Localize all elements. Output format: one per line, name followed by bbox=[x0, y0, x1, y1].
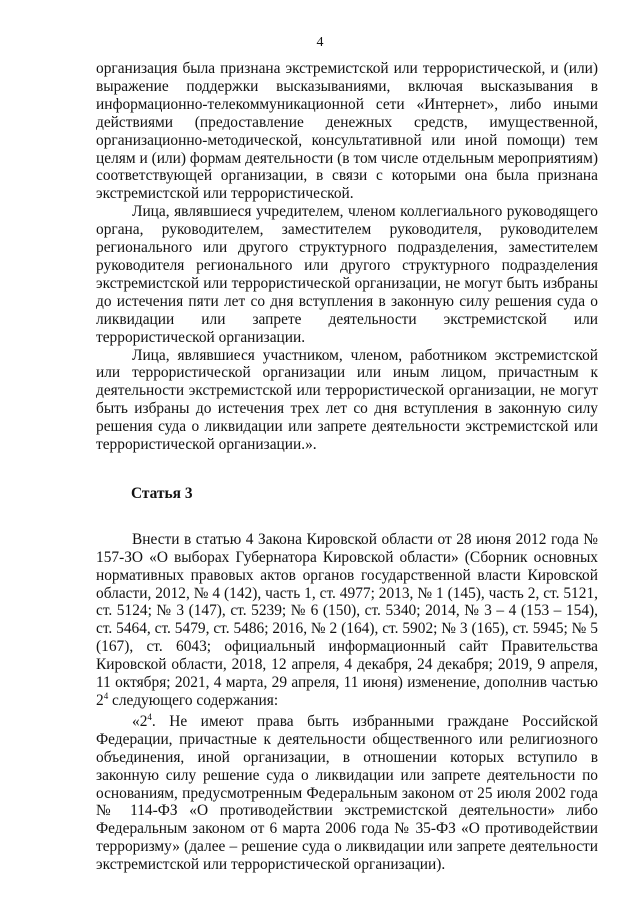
paragraph-participants: Лица, являвшиеся участником, членом, работником экстремистской или террористической организации или иным лицом, причастным к деятельности экстремистской или террористической организации, не могут быть избраны до истечения трех лет со дня вступления в законную силу решения суда о ликвидации или запрете деятельности экстремистской или террористической организации.». bbox=[96, 346, 598, 454]
article-heading: Статья 3 bbox=[131, 484, 193, 502]
paragraph-article-3 bbox=[96, 531, 598, 710]
paragraph-continuation: организация была признана экстремистской или террористической, и (или) выражение поддержки высказываниями, включая высказывания в информационно-телекоммуникационной сети «Интернет», либо иными действиями (предоставление денежных средств, имущественной, организационно-методической, консультативной или иной помощи) тем целям и (или) формам деятельности (в том числе отдельным мероприятиям) соответствующей организации, в связи с которыми она была признана экстремистской или террористической. bbox=[96, 60, 598, 203]
quoted-open: «2 bbox=[132, 712, 148, 730]
article-superscript: 4 bbox=[103, 690, 109, 701]
article-tail: следующего содержания: bbox=[108, 692, 279, 709]
article-text: Внести в статью 4 Закона Кировской области от 28 июня 2012 года № 157-ЗО «О выборах Губернатора Кировской области» (Сборник основных нормативных правовых актов органов государственной власти Кировской области, 2012, № 4 (142), часть 1, ст. 4977; 2013, № 1 (145), часть 2, ст. 5121, ст. 5124; № 3 (147), ст. 5239; № 6 (150), ст. 5340; 2014, № 3 – 4 (153 – 154), ст. 5464, ст. 5479, ст. 5486; 2016, № 2 (164), ст. 5902; № 3 (165), ст. 5945; № 5 (167), ст. 6043; официальный информационный сайт Правительства Кировской области, 2018, 12 апреля, 4 декабря, 24 декабря; 2019, 9 апреля, 11 октября; 2021, 4 марта, 29 апреля, 11 июня) изменение, дополнив частью 2 bbox=[96, 530, 598, 709]
paragraph-founders: Лица, являвшиеся учредителем, членом коллегиального руководящего органа, руководителем, заместителем руководителя, руководителем регионального или другого структурного подразделения, заместителем руководителя регионального или другого структурного подразделения экстремистской или террористической организации, не могут быть избраны до истечения пяти лет со дня вступления в законную силу решения суда о ликвидации или запрете деятельности экстремистской или террористической организации. bbox=[96, 203, 598, 346]
page-number: 4 bbox=[316, 35, 324, 50]
quoted-text: . Не имеют права быть избранными граждане Российской Федерации, причастные к деятельности общественного или религиозного объединения, иной организации, в отношении которых вступило в законную силу решение суда о ликвидации или запрете деятельности по основаниям, предусмотренным Федеральным законом от 25 июля 2002 года № 114-ФЗ «О противодействии экстремистской деятельности» либо Федеральным законом от 6 марта 2006 года № 35-ФЗ «О противодействии терроризму» (далее – решение суда о ликвидации или запрете деятельности экстремистской или террористической организации). bbox=[96, 712, 598, 874]
quoted-superscript: 4 bbox=[147, 711, 152, 722]
paragraph-quoted-part bbox=[96, 713, 598, 874]
document-body bbox=[96, 60, 598, 874]
